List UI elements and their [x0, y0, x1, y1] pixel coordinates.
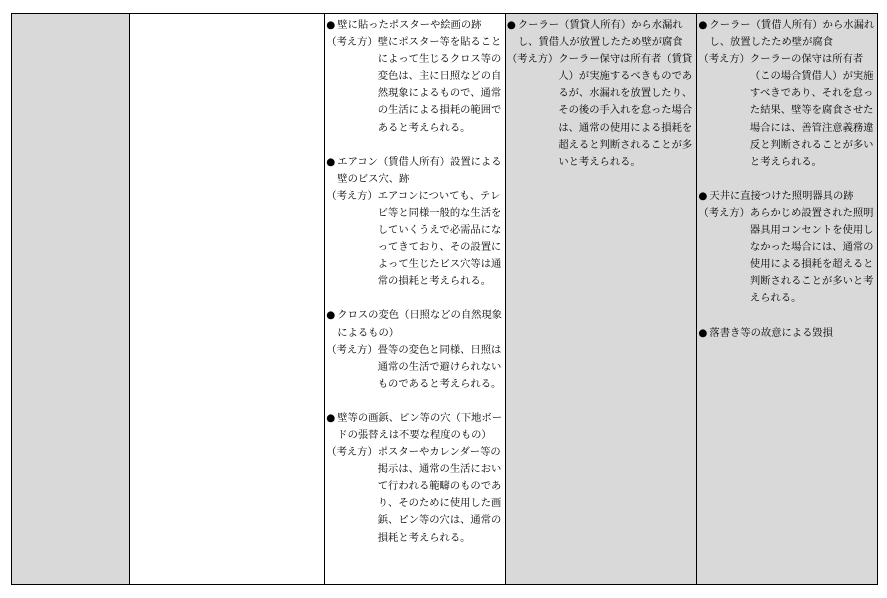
item-heading: ● 壁等の画鋲、ピン等の穴（下地ボードの張替えは不要な程度のもの） [326, 411, 503, 441]
reasoning-text: ポスターやカレンダー等の掲示は、通常の生活において行われる範疇のものであり、そのために使用した画鋲、ピン等の穴は、通常の損耗と考えられる。 [377, 446, 502, 544]
item-heading: ● 落書き等の故意による毀損 [698, 325, 875, 342]
reasoning-text: あらかじめ設置された照明器具用コンセントを使用しなかった場合には、通常の使用による損耗を超えると判断されることが多いと考えられる。 [749, 206, 874, 305]
reasoning-label: （考え方） [326, 446, 378, 459]
tenant-burden-column [697, 14, 877, 584]
list-item [698, 188, 875, 308]
reasoning-text: 畳等の変色と同様、日照は通常の生活で避けられないものであると考えられる。 [377, 343, 502, 390]
reasoning-label: （考え方） [698, 206, 750, 219]
reasoning-label: （考え方） [326, 189, 378, 202]
list-item [326, 410, 503, 547]
reasoning-text: クーラーの保守は所有者（この場合賃借人）が実施すべきであり、それを怠った結果、壁等を腐食させた場合には、善管注意義務違反と判断されることが多いと考えられる。 [749, 53, 874, 168]
item-heading: ● クロスの変色（日照などの自然現象によるもの） [326, 309, 503, 339]
reasoning-text: エアコンについても、テレビ等と同様一般的な生活をしていくうえで必需品になってきており、その設置によって生じたビス穴等は通常の損耗と考えられる。 [377, 189, 502, 288]
bullet-icon: ● [326, 411, 336, 424]
guideline-table [11, 13, 878, 585]
item-heading: ● 壁に貼ったポスターや絵画の跡 [326, 17, 503, 34]
bullet-icon: ● [698, 189, 708, 202]
normal-wear-column [325, 14, 506, 584]
item-heading: ● 天井に直接つけた照明器具の跡 [698, 188, 875, 205]
item-heading: ● クーラー（賃貸人所有）から水漏れし、賃借人が放置したため壁が腐食 [506, 19, 683, 49]
item-heading: ● エアコン（賃借人所有）設置による壁のビス穴、跡 [326, 155, 502, 185]
list-item [326, 17, 503, 137]
bullet-icon: ● [698, 19, 708, 31]
bullet-icon: ● [326, 19, 336, 31]
reasoning-text: 壁にポスター等を貼ることによって生じるクロス等の変色は、主に日照などの自然現象によるもので、通常の生活による損耗の範囲であると考えられる。 [377, 36, 502, 134]
item-heading: ● クーラー（賃借人所有）から水漏れし、放置したため壁が腐食 [698, 19, 875, 49]
reasoning-label: （考え方） [326, 343, 378, 356]
category-column [12, 14, 130, 584]
blank-column [130, 14, 326, 584]
list-item [507, 17, 695, 171]
list-item [326, 154, 503, 291]
list-item [326, 307, 503, 392]
case-by-case-column [506, 14, 698, 584]
reasoning-label: （考え方） [506, 53, 559, 66]
reasoning-label: （考え方） [698, 53, 750, 66]
bullet-icon: ● [506, 19, 516, 31]
bullet-icon: ● [698, 326, 708, 339]
bullet-icon: ● [326, 155, 336, 168]
reasoning-text: クーラー保守は所有者（賃貸人）が実施するべきものであるが、水漏れを放置したり、その後の手入れを怠った場合は、通常の使用による損耗を超えると判断されることが多いと考えられる。 [558, 53, 693, 168]
reasoning-label: （考え方） [326, 36, 378, 49]
list-item [698, 325, 875, 342]
list-item [698, 17, 875, 171]
bullet-icon: ● [326, 309, 336, 322]
